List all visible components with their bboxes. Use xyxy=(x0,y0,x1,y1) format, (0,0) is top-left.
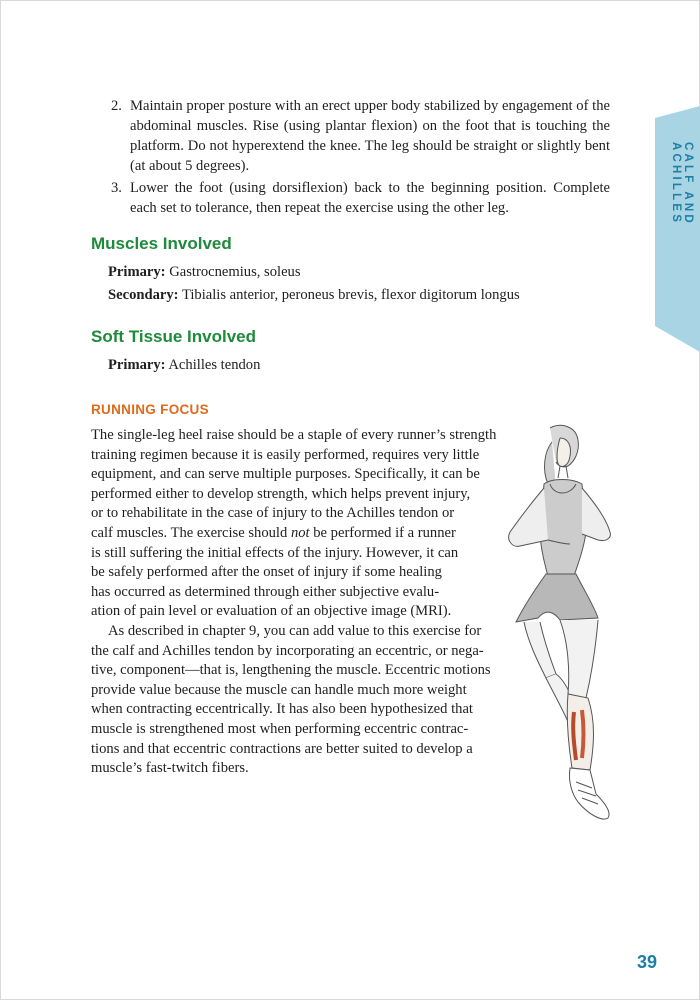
text-line: has occurred as determined through either subjective evalu- xyxy=(91,583,440,600)
secondary-value: Tibialis anterior, peroneus brevis, flexor digitorum longus xyxy=(181,287,520,303)
soft-tissue-heading: Soft Tissue Involved xyxy=(91,327,257,346)
text-line: is still suffering the initial effects of the injury. However, it can xyxy=(91,544,459,561)
primary-value: Achilles tendon xyxy=(168,357,261,373)
text-segment: be performed if a runner xyxy=(309,524,456,541)
page-number: 39 xyxy=(637,952,658,972)
running-focus-paragraph xyxy=(91,622,526,779)
secondary-label: Secondary: xyxy=(108,287,179,303)
running-focus-text xyxy=(91,426,526,779)
text-line: tions and that eccentric contractions are better suited to develop a xyxy=(91,740,473,757)
text-line: As described in chapter 9, you can add value to this exercise for xyxy=(108,622,482,639)
primary-label: Primary: xyxy=(108,264,166,280)
side-tab-label: CALF AND ACHILLES xyxy=(670,142,694,226)
primary-value: Gastrocnemius, soleus xyxy=(169,264,301,280)
secondary-muscles xyxy=(108,285,520,305)
text-line: tive, component—that is, lengthening the muscle. Eccentric motions xyxy=(91,662,491,679)
text-line: provide value because the muscle can handle much more weight xyxy=(91,681,467,698)
soft-tissue-primary xyxy=(108,355,260,375)
text-line: the calf and Achilles tendon by incorporating an eccentric, or nega- xyxy=(91,642,484,659)
text-line: muscle’s fast-twitch fibers. xyxy=(91,760,249,777)
text-line: training regimen because it is easily performed, requires very little xyxy=(91,446,480,463)
text-line: when contracting eccentrically. It has also been hypothesized that xyxy=(91,701,473,718)
step-number: 2. xyxy=(111,98,122,114)
step-item xyxy=(108,96,610,176)
step-text: Maintain proper posture with an erect upper body stabilized by engagement of the abdominal muscles. Rise (using plantar flexion) on the foot that is touching the platform. Do not hyperextend the knee. The leg should be straight or slightly bent (at about 5 degrees). xyxy=(130,98,610,174)
runner-illustration xyxy=(498,422,618,832)
step-item xyxy=(108,178,610,218)
text-line: The single-leg heel raise should be a staple of every runner’s strength xyxy=(91,427,497,443)
running-focus-paragraph xyxy=(91,426,526,622)
text-line-emphasis xyxy=(91,524,504,544)
primary-muscles xyxy=(108,262,301,282)
text-line: equipment, and can serve multiple purposes. Specifically, it can be xyxy=(91,466,480,483)
text-line: be safely performed after the onset of injury if some healing xyxy=(91,564,442,581)
step-number: 3. xyxy=(111,180,122,196)
text-line: muscle is strengthened most when performing eccentric contrac- xyxy=(91,720,469,737)
text-line: ation of pain level or evaluation of an objective image (MRI). xyxy=(91,603,452,620)
muscles-heading: Muscles Involved xyxy=(91,234,232,253)
text-line: performed either to develop strength, which helps prevent injury, xyxy=(91,485,471,502)
primary-label: Primary: xyxy=(108,357,166,373)
running-focus-heading: RUNNING FOCUS xyxy=(91,402,209,417)
text-line: or to rehabilitate in the case of injury to the Achilles tendon or xyxy=(91,505,455,522)
step-text: Lower the foot (using dorsiflexion) back to the beginning position. Complete each set to tolerance, then repeat the exercise using the other leg. xyxy=(130,180,610,216)
exercise-steps xyxy=(108,96,610,220)
text-segment: calf muscles. The exercise should xyxy=(91,524,288,541)
emphasis-word: not xyxy=(290,524,310,541)
